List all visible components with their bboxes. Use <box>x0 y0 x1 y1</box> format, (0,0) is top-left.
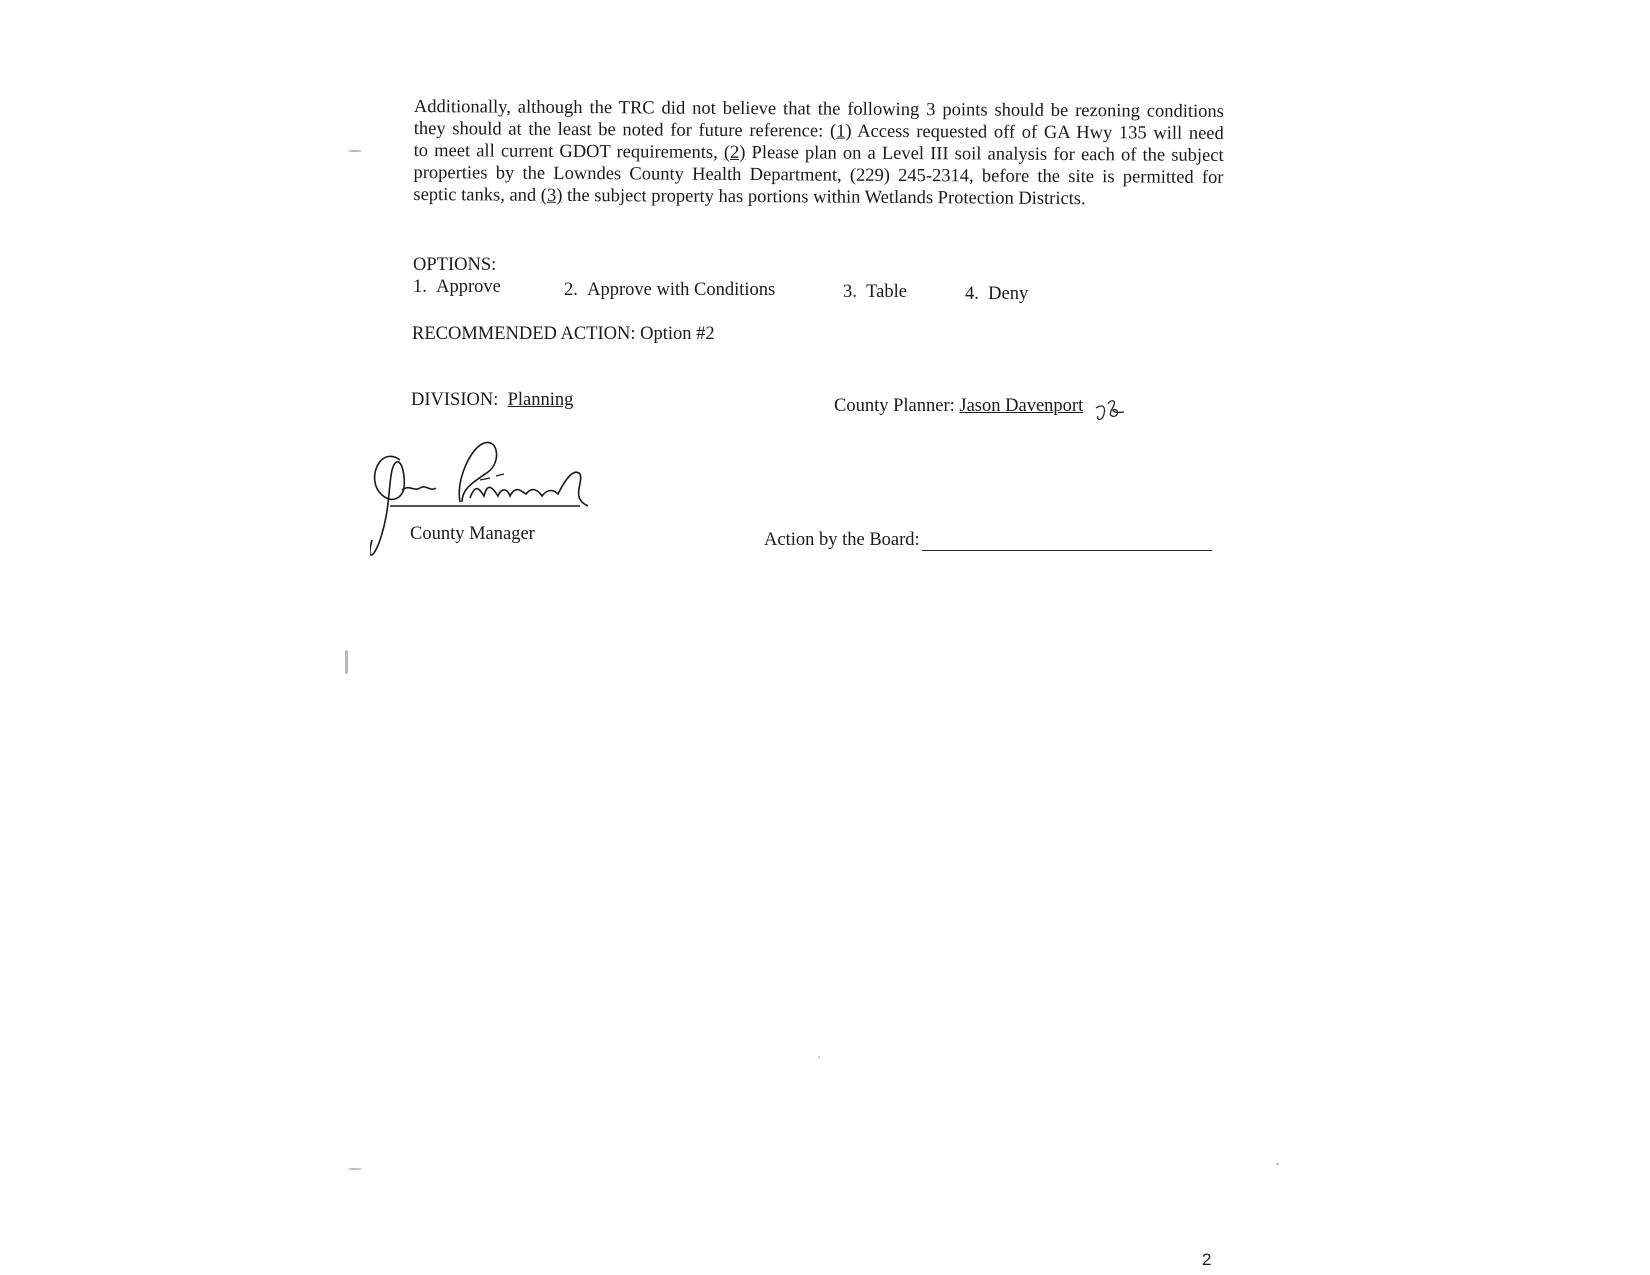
scan-artifact <box>1276 1163 1279 1165</box>
county-planner-value: Jason Davenport <box>959 396 1084 416</box>
division-value: Planning <box>507 390 574 410</box>
scan-artifact <box>345 650 348 674</box>
board-action-field <box>764 530 1212 551</box>
scan-artifact <box>818 1056 820 1058</box>
paragraph-line-2: they should at the least be noted for future reference: (1) Access requested off of GA Hwy 135 will need <box>413 118 1224 144</box>
paragraph-line-3: to meet all current GDOT requirements, (2) Please plan on a Level III soil analysis for each of the subject <box>413 140 1224 166</box>
options-heading: OPTIONS: <box>413 255 497 275</box>
scan-artifact <box>348 150 362 152</box>
point-1-marker: (1) <box>829 121 852 142</box>
point-3-marker: (3) <box>540 185 563 206</box>
point-2-marker: (2) <box>723 142 746 164</box>
option-approve: 1. Approve <box>413 277 501 297</box>
division-field <box>411 390 573 411</box>
county-planner-field <box>834 396 1083 417</box>
recommended-action-value: Option #2 <box>640 324 715 344</box>
option-deny: 4. Deny <box>965 284 1029 304</box>
county-planner-label: County Planner: <box>834 396 955 416</box>
county-manager-title: County Manager <box>410 524 535 544</box>
county-manager-signature-icon <box>370 440 620 570</box>
paragraph-line-1: Additionally, although the TRC did not believe that the following 3 points should be rezoning conditions <box>413 96 1224 122</box>
recommended-action <box>412 324 715 345</box>
board-action-label: Action by the Board: <box>764 530 920 550</box>
page-number: 2 <box>1202 1250 1212 1269</box>
board-action-blank <box>922 532 1212 551</box>
recommended-action-label: RECOMMENDED ACTION: <box>412 324 636 344</box>
paragraph-line-4: properties by the Lowndes County Health Department, (229) 245-2314, before the site is permitted for <box>413 162 1224 188</box>
option-approve-with-conditions: 2. Approve with Conditions <box>564 280 776 300</box>
scan-artifact <box>348 1168 362 1170</box>
conditions-paragraph <box>413 96 1224 211</box>
option-table: 3. Table <box>843 282 907 302</box>
division-label: DIVISION: <box>411 390 499 410</box>
paragraph-line-5: septic tanks, and (3) the subject property has portions within Wetlands Protection Districts. <box>413 184 1086 210</box>
planner-initials-icon <box>1094 396 1138 426</box>
